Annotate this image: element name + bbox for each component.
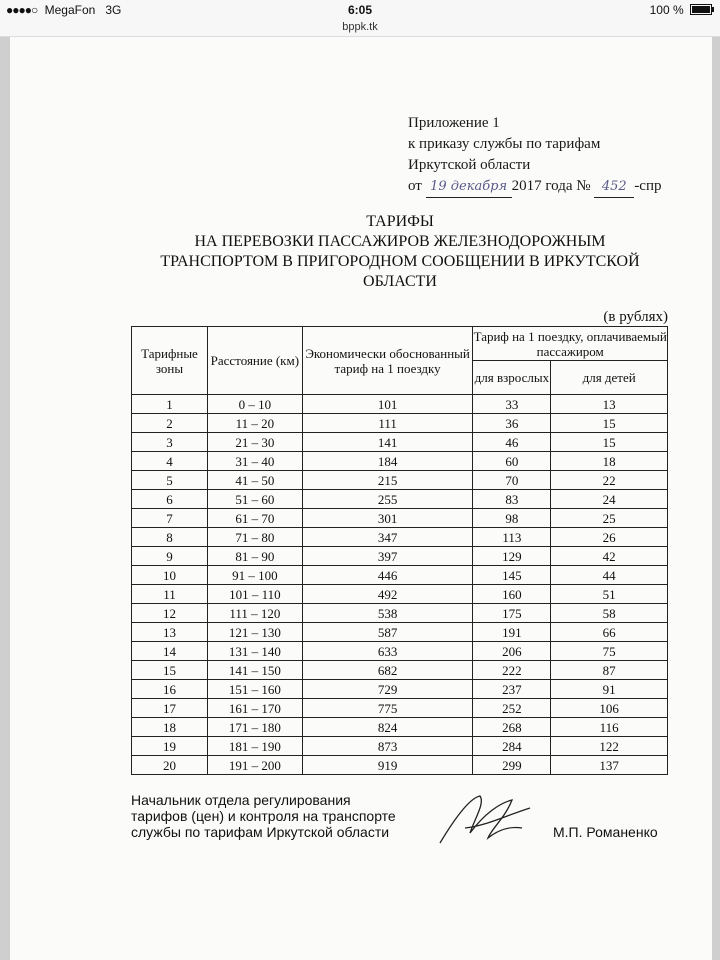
handwritten-signature — [430, 788, 540, 858]
table-row — [132, 756, 668, 775]
cell-zone: 18 — [132, 718, 208, 737]
table-row — [132, 433, 668, 452]
cell-economic: 492 — [302, 585, 473, 604]
cell-zone: 7 — [132, 509, 208, 528]
cell-children: 66 — [551, 623, 668, 642]
cell-economic: 215 — [302, 471, 473, 490]
cell-zone: 2 — [132, 414, 208, 433]
cell-zone: 14 — [132, 642, 208, 661]
cell-children: 122 — [551, 737, 668, 756]
table-row — [132, 414, 668, 433]
cell-adults: 160 — [473, 585, 551, 604]
cell-zone: 12 — [132, 604, 208, 623]
carrier-name: MegaFon — [44, 3, 96, 17]
table-row — [132, 718, 668, 737]
cell-children: 15 — [551, 414, 668, 433]
cell-zone: 5 — [132, 471, 208, 490]
cell-distance: 41 – 50 — [207, 471, 302, 490]
cell-zone: 3 — [132, 433, 208, 452]
table-row — [132, 737, 668, 756]
cell-distance: 31 – 40 — [207, 452, 302, 471]
cell-economic: 775 — [302, 699, 473, 718]
status-bar-right — [650, 3, 712, 17]
cell-distance: 171 – 180 — [207, 718, 302, 737]
cell-children: 106 — [551, 699, 668, 718]
cell-economic: 873 — [302, 737, 473, 756]
cell-distance: 81 – 90 — [207, 547, 302, 566]
cell-children: 15 — [551, 433, 668, 452]
cell-children: 116 — [551, 718, 668, 737]
title-line-1: ТАРИФЫ — [366, 213, 434, 230]
cell-economic: 682 — [302, 661, 473, 680]
status-time: 6:05 — [347, 3, 373, 17]
cell-zone: 1 — [132, 395, 208, 414]
table-row — [132, 566, 668, 585]
cell-adults: 237 — [473, 680, 551, 699]
cell-children: 25 — [551, 509, 668, 528]
cell-adults: 70 — [473, 471, 551, 490]
cell-children: 137 — [551, 756, 668, 775]
cell-zone: 15 — [132, 661, 208, 680]
battery-percent: 100 % — [649, 3, 684, 17]
header-passenger-tariff: Тариф на 1 поездку, оплачиваемый пассажиром — [473, 328, 667, 359]
cell-economic: 184 — [302, 452, 473, 471]
table-row — [132, 680, 668, 699]
table-row — [132, 585, 668, 604]
cell-economic: 347 — [302, 528, 473, 547]
cell-distance: 21 – 30 — [207, 433, 302, 452]
from-label: от — [408, 178, 422, 194]
cell-zone: 19 — [132, 737, 208, 756]
header-adults: для взрослых — [473, 361, 551, 395]
cell-adults: 175 — [473, 604, 551, 623]
cell-children: 18 — [551, 452, 668, 471]
cell-zone: 16 — [132, 680, 208, 699]
cell-children: 51 — [551, 585, 668, 604]
cell-economic: 255 — [302, 490, 473, 509]
cell-adults: 145 — [473, 566, 551, 585]
order-suffix: -спр — [634, 178, 662, 194]
table-row — [132, 395, 668, 414]
status-bar — [0, 0, 720, 20]
appendix-date-line — [408, 176, 662, 198]
signer-title-line-2: тарифов (цен) и контроля на транспорте — [131, 808, 396, 824]
appendix-line-3: Иркутской области — [408, 157, 531, 173]
cell-zone: 9 — [132, 547, 208, 566]
tariff-table — [131, 326, 668, 775]
url-text[interactable]: bppk.tk — [342, 21, 378, 33]
table-row — [132, 642, 668, 661]
network-type: 3G — [105, 3, 122, 17]
document-title — [130, 212, 670, 292]
cell-adults: 191 — [473, 623, 551, 642]
cell-distance: 191 – 200 — [207, 756, 302, 775]
header-children: для детей — [551, 361, 668, 395]
title-line-4: ОБЛАСТИ — [363, 273, 437, 290]
header-economic-tariff: Экономически обоснованный тариф на 1 поездку — [302, 327, 473, 395]
cell-children: 91 — [551, 680, 668, 699]
cell-economic: 729 — [302, 680, 473, 699]
cell-economic: 538 — [302, 604, 473, 623]
signature-block — [131, 792, 396, 840]
cell-children: 75 — [551, 642, 668, 661]
cell-children: 24 — [551, 490, 668, 509]
signer-name: М.П. Романенко — [553, 824, 658, 840]
units-note: (в рублях) — [603, 309, 668, 325]
cell-adults: 222 — [473, 661, 551, 680]
cell-adults: 268 — [473, 718, 551, 737]
table-row — [132, 471, 668, 490]
table-row — [132, 547, 668, 566]
cell-adults: 46 — [473, 433, 551, 452]
cell-children: 13 — [551, 395, 668, 414]
cell-distance: 181 – 190 — [207, 737, 302, 756]
cell-economic: 633 — [302, 642, 473, 661]
cell-economic: 141 — [302, 433, 473, 452]
cell-distance: 141 – 150 — [207, 661, 302, 680]
cell-adults: 33 — [473, 395, 551, 414]
cell-children: 87 — [551, 661, 668, 680]
cell-children: 22 — [551, 471, 668, 490]
cell-economic: 446 — [302, 566, 473, 585]
cell-distance: 71 – 80 — [207, 528, 302, 547]
cell-zone: 10 — [132, 566, 208, 585]
cell-zone: 4 — [132, 452, 208, 471]
cell-zone: 8 — [132, 528, 208, 547]
cell-children: 44 — [551, 566, 668, 585]
table-row — [132, 699, 668, 718]
header-distance: Расстояние (км) — [207, 327, 302, 395]
cell-distance: 131 – 140 — [207, 642, 302, 661]
cell-adults: 284 — [473, 737, 551, 756]
cell-adults: 83 — [473, 490, 551, 509]
cell-adults: 206 — [473, 642, 551, 661]
header-zones: Тарифные зоны — [132, 327, 208, 395]
cell-children: 58 — [551, 604, 668, 623]
appendix-line-1: Приложение 1 — [408, 115, 500, 131]
cell-adults: 129 — [473, 547, 551, 566]
cell-distance: 111 – 120 — [207, 604, 302, 623]
appendix-line-2: к приказу службы по тарифам — [408, 136, 601, 152]
year-text: 2017 года № — [511, 178, 591, 194]
signer-title-line-1: Начальник отдела регулирования — [131, 792, 351, 808]
table-row — [132, 452, 668, 471]
cell-zone: 17 — [132, 699, 208, 718]
cell-economic: 301 — [302, 509, 473, 528]
table-row — [132, 528, 668, 547]
title-line-2: НА ПЕРЕВОЗКИ ПАССАЖИРОВ ЖЕЛЕЗНОДОРОЖНЫМ — [194, 233, 606, 250]
table-row — [132, 623, 668, 642]
cell-adults: 60 — [473, 452, 551, 471]
table-row — [132, 604, 668, 623]
cell-zone: 6 — [132, 490, 208, 509]
cell-zone: 11 — [132, 585, 208, 604]
cell-adults: 252 — [473, 699, 551, 718]
table-row — [132, 490, 668, 509]
cell-distance: 61 – 70 — [207, 509, 302, 528]
address-bar[interactable] — [0, 20, 720, 37]
signal-strength-icon: ●●●●○ — [6, 3, 38, 17]
handwritten-number: 452 — [594, 176, 634, 198]
cell-adults: 113 — [473, 528, 551, 547]
appendix-block — [408, 113, 662, 198]
cell-adults: 299 — [473, 756, 551, 775]
cell-distance: 121 – 130 — [207, 623, 302, 642]
cell-distance: 161 – 170 — [207, 699, 302, 718]
cell-economic: 587 — [302, 623, 473, 642]
cell-distance: 0 – 10 — [207, 395, 302, 414]
tariff-table-body — [132, 395, 668, 775]
cell-adults: 36 — [473, 414, 551, 433]
battery-icon — [690, 4, 712, 15]
cell-children: 26 — [551, 528, 668, 547]
cell-adults: 98 — [473, 509, 551, 528]
cell-economic: 824 — [302, 718, 473, 737]
cell-economic: 111 — [302, 414, 473, 433]
cell-distance: 11 – 20 — [207, 414, 302, 433]
cell-distance: 91 – 100 — [207, 566, 302, 585]
cell-zone: 13 — [132, 623, 208, 642]
cell-children: 42 — [551, 547, 668, 566]
cell-economic: 397 — [302, 547, 473, 566]
cell-zone: 20 — [132, 756, 208, 775]
handwritten-date: 19 декабря — [426, 176, 512, 198]
table-row — [132, 509, 668, 528]
cell-economic: 101 — [302, 395, 473, 414]
cell-distance: 101 – 110 — [207, 585, 302, 604]
signer-title-line-3: службы по тарифам Иркутской области — [131, 824, 390, 840]
cell-distance: 51 – 60 — [207, 490, 302, 509]
title-line-3: ТРАНСПОРТОМ В ПРИГОРОДНОМ СООБЩЕНИИ В ИРКУТСКОЙ — [160, 253, 640, 270]
cell-economic: 919 — [302, 756, 473, 775]
cell-distance: 151 – 160 — [207, 680, 302, 699]
table-row — [132, 661, 668, 680]
